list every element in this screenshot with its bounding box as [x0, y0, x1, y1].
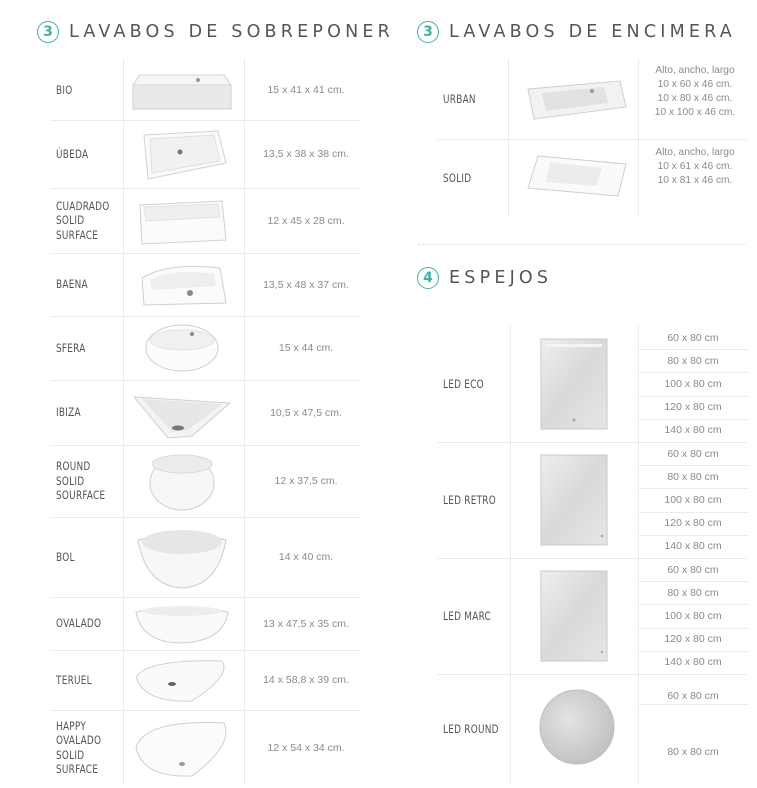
mirror-size: 80 x 80 cm [667, 354, 719, 367]
sink-dimensions: 13 x 47,5 x 35 cm. [263, 617, 349, 630]
column-divider [508, 58, 509, 216]
mirror-size: 80 x 80 cm [667, 586, 719, 599]
countertop-name: URBAN [443, 92, 476, 106]
countertop-basin-icon [520, 150, 632, 206]
mirror-size: 140 x 80 cm [664, 656, 722, 669]
sink-dimensions: 12 x 37,5 cm. [274, 475, 338, 487]
size-divider [638, 396, 748, 397]
size-divider [638, 581, 748, 582]
size-divider [638, 419, 748, 420]
row-divider [437, 674, 747, 675]
sink-name: ROUND SOLID SOURFACE [56, 459, 106, 503]
section-header-sobreponer [37, 17, 394, 47]
column-divider [510, 326, 511, 784]
row-divider [437, 442, 747, 443]
round-basin-icon [128, 448, 236, 514]
row-divider [50, 445, 360, 446]
section-number: 3 [417, 21, 439, 43]
led-mirror-icon [540, 338, 608, 430]
countertop-dimensions [645, 146, 745, 188]
section-number: 4 [417, 267, 439, 289]
sink-dimensions: 14 x 40 cm. [278, 551, 334, 563]
sink-dimensions: 15 x 44 cm. [278, 342, 334, 354]
sink-name: ÚBEDA [56, 146, 89, 161]
sink-name: CUADRADO SOLID SURFACE [56, 198, 110, 242]
row-divider [437, 139, 747, 140]
mirror-size: 140 x 80 cm [664, 424, 722, 437]
countertop-name: SOLID [443, 171, 472, 185]
mirror-name: LED MARC [443, 609, 491, 623]
row-divider [50, 517, 360, 518]
dimensions-header: Alto, ancho, largo [655, 147, 735, 158]
size-divider [638, 604, 748, 605]
bowl-basin-icon [128, 522, 236, 592]
mirror-size: 120 x 80 cm [664, 517, 722, 530]
section-title: LAVABOS DE SOBREPONER [69, 22, 395, 42]
mirror-name: LED ECO [443, 377, 484, 391]
round-basin-icon [128, 319, 236, 377]
dimension-line: 10 x 61 x 46 cm. [657, 161, 733, 172]
row-divider [50, 120, 360, 121]
dimension-line: 10 x 100 x 46 cm. [654, 107, 736, 118]
size-divider [638, 465, 748, 466]
size-divider [638, 704, 748, 705]
sink-name: TERUEL [56, 672, 92, 687]
led-mirror-icon [540, 454, 608, 546]
row-divider [50, 597, 360, 598]
row-divider [50, 650, 360, 651]
mirror-size: 100 x 80 cm [664, 378, 722, 390]
row-divider [50, 710, 360, 711]
size-divider [638, 651, 748, 652]
sink-dimensions: 14 x 58,8 x 39 cm. [263, 674, 349, 686]
rect-basin-icon [128, 191, 236, 250]
section-header-espejos [417, 263, 552, 293]
row-divider [50, 380, 360, 381]
sink-name: HAPPY OVALADO SOLID SURFACE [56, 718, 102, 776]
square-basin-icon [128, 123, 236, 185]
mirror-size: 100 x 80 cm [664, 610, 722, 622]
size-divider [638, 628, 748, 629]
section-title: LAVABOS DE ENCIMERA [449, 22, 736, 42]
dimension-line: 10 x 60 x 46 cm. [657, 79, 733, 90]
size-divider [638, 488, 748, 489]
mirror-size: 120 x 80 cm [664, 633, 722, 646]
sink-dimensions: 12 x 54 x 34 cm. [267, 741, 345, 754]
round-mirror-icon [538, 688, 616, 766]
section-divider [418, 244, 746, 245]
sink-name: BIO [56, 82, 73, 97]
oval-basin-icon [128, 600, 236, 647]
row-divider [437, 558, 747, 559]
rect-basin-icon [128, 256, 236, 313]
sink-name: SFERA [56, 340, 86, 355]
mirror-size: 80 x 80 cm [667, 470, 719, 483]
sink-name: OVALADO [56, 616, 102, 631]
sink-name: BAENA [56, 277, 88, 292]
sink-dimensions: 13,5 x 38 x 38 cm. [263, 148, 349, 160]
mirror-size: 60 x 80 cm [667, 331, 719, 344]
dimension-line: 10 x 80 x 46 cm. [657, 93, 733, 104]
sink-dimensions: 12 x 45 x 28 cm. [267, 214, 345, 227]
square-bowl-icon [128, 383, 236, 442]
countertop-basin-icon [520, 71, 632, 127]
sink-name: IBIZA [56, 405, 81, 420]
dimension-line: 10 x 81 x 46 cm. [657, 175, 733, 186]
section-header-encimera [417, 17, 736, 47]
size-divider [638, 372, 748, 373]
oval-basin-icon [128, 713, 236, 782]
row-divider [50, 188, 360, 189]
mirror-size: 60 x 80 cm [667, 563, 719, 576]
mirror-size: 140 x 80 cm [664, 540, 722, 553]
mirror-size: 120 x 80 cm [664, 401, 722, 414]
square-basin-icon [128, 63, 236, 117]
mirror-size: 60 x 80 cm [667, 447, 719, 460]
size-divider [638, 512, 748, 513]
mirror-size: 60 x 80 cm [667, 690, 719, 702]
countertop-dimensions [645, 64, 745, 120]
row-divider [50, 253, 360, 254]
row-divider [50, 316, 360, 317]
mirror-name: LED RETRO [443, 493, 496, 507]
column-divider [244, 58, 245, 784]
dimensions-header: Alto, ancho, largo [655, 65, 735, 76]
sink-name: BOL [56, 549, 75, 564]
mirror-size: 100 x 80 cm [664, 494, 722, 506]
column-divider [123, 58, 124, 784]
column-divider [638, 58, 639, 216]
sink-dimensions: 13,5 x 48 x 37 cm. [263, 278, 349, 291]
size-divider [638, 349, 748, 350]
sink-dimensions: 10,5 x 47,5 cm. [270, 406, 342, 419]
section-title: ESPEJOS [449, 268, 553, 288]
section-number: 3 [37, 21, 59, 43]
size-divider [638, 535, 748, 536]
mirror-size: 80 x 80 cm [667, 746, 719, 758]
led-mirror-icon [540, 570, 608, 662]
oval-basin-icon [128, 653, 236, 707]
mirror-name: LED ROUND [443, 722, 499, 736]
sink-dimensions: 15 x 41 x 41 cm. [267, 84, 345, 96]
